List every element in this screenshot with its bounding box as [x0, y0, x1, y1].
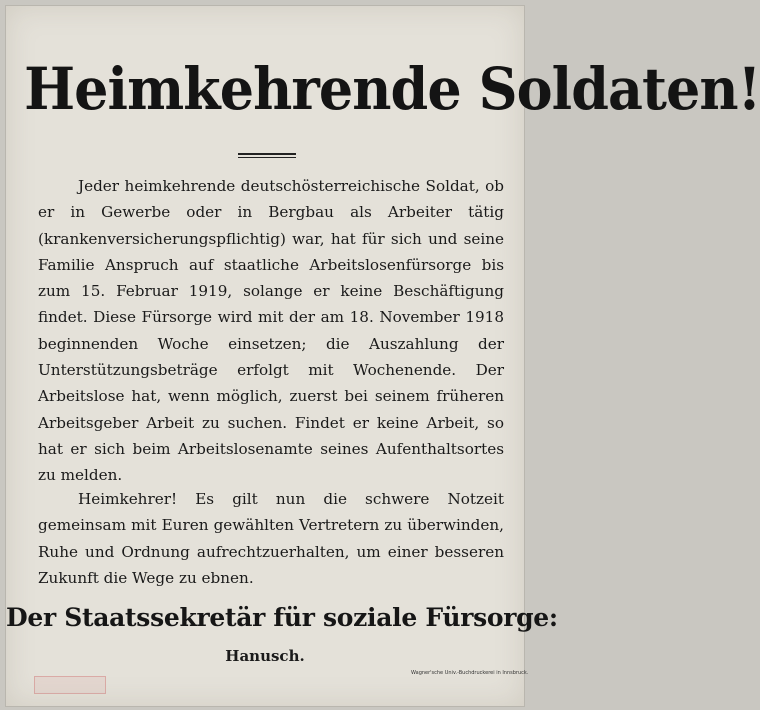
signer-name: Hanusch. [225, 647, 305, 665]
signature-office-title: Der Staatssekretär für soziale Fürsorge: [6, 603, 558, 632]
archive-stamp [34, 676, 106, 694]
title-divider-bottom [238, 157, 296, 158]
printer-imprint: Wagner'sche Univ.-Buchdruckerei in Innsbruck. [411, 670, 529, 676]
title-divider-top [238, 153, 296, 155]
poster-title: Heimkehrende Soldaten! [24, 55, 760, 123]
paragraph-appeal: Heimkehrer! Es gilt nun die schwere Notzeit gemeinsam mit Euren gewählten Vertretern zu überwinden, Ruhe und Ordnung aufrechtzuerhalten, um einer besseren Zukunft die Wege zu ebnen. [38, 490, 504, 587]
paragraph-eligibility: Jeder heimkehrende deutschösterreichische Soldat, ob er in Gewerbe oder in Bergbau als Arbeiter tätig (krankenversicherungspflichtig) war, hat für sich und seine Familie Anspruch auf staatliche Arbeitslosenfürsorge bis zum 15. Februar 1919, solange er keine Beschäftigung findet. Diese Fürsorge wird mit der am 18. November 1918 beginnenden Woche einsetzen; die Auszahlung der Unterstützungsbeträge erfolgt mit Wochenende. Der Arbeitslose hat, wenn möglich, zuerst bei seinem früheren Arbeitsgeber Arbeit zu suchen. Findet er keine Arbeit, so hat er sich beim Arbeitslosenamte seines Aufenthaltsortes zu melden. [38, 177, 504, 485]
poster-sheet [5, 5, 760, 707]
